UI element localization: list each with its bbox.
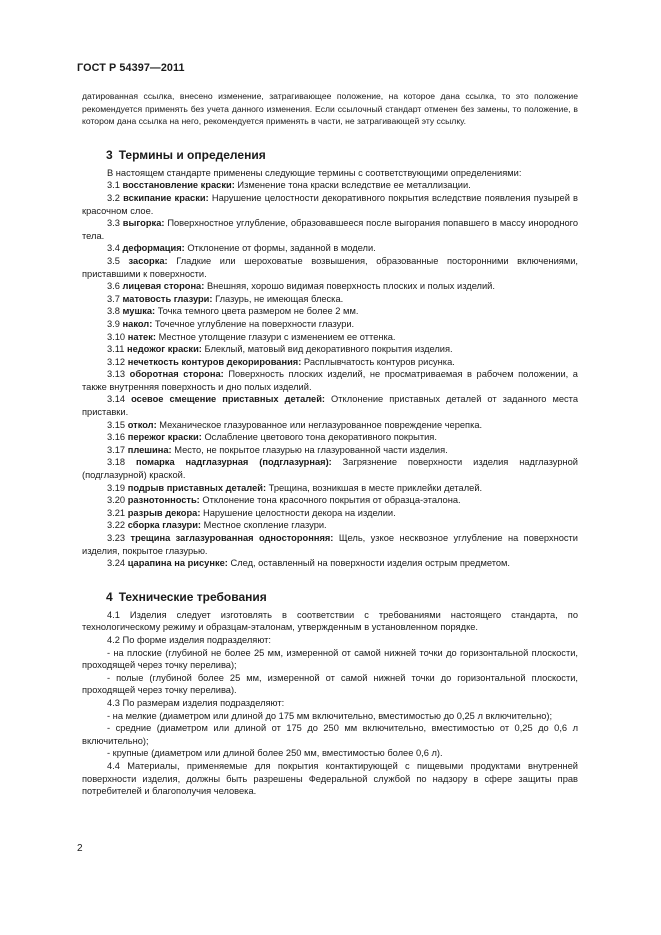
term-number: 3.16 (107, 432, 126, 443)
term-number: 3.18 (107, 457, 126, 468)
term-entry (82, 305, 578, 318)
term-entry (82, 356, 578, 369)
intro-paragraph: датированная ссылка, внесено изменение, затрагивающее положение, на которое дана ссылка, то это положение рекомендуется применять без учета данного изменения. Если ссылочный стандарт отменен без замены, то положение, в котором дана ссылка на него, рекомендуется применять в части, не затрагивающей эту ссылку. (82, 91, 578, 127)
term-definition: Нарушение целостности декора на изделии. (203, 507, 396, 518)
requirement-paragraph: - средние (диаметром или длиной от 175 до 250 мм включительно, вместимостью от 0,25 до 0,6 л включительно); (82, 723, 578, 746)
terms-list (82, 179, 578, 569)
term-name: накол: (122, 318, 153, 329)
term-entry (82, 331, 578, 344)
term-definition: Трещина, возникшая в месте приклейки деталей. (268, 482, 483, 493)
term-entry (82, 242, 578, 255)
term-name: мушка: (122, 306, 156, 317)
term-name: подрыв приставных деталей: (127, 482, 267, 493)
term-entry (82, 393, 578, 418)
term-number: 3.20 (107, 495, 126, 506)
term-definition: Местное утолщение глазури с изменением ее оттенка. (158, 331, 396, 342)
term-name: оборотная сторона: (129, 369, 224, 380)
section-4-body (82, 609, 578, 798)
term-name: вскипание краски: (123, 192, 209, 203)
term-number: 3.19 (107, 482, 126, 493)
section-3-title: Термины и определения (118, 147, 266, 162)
term-entry (82, 280, 578, 293)
section-4-heading (82, 590, 578, 604)
term-definition: Точечное углубление на поверхности глазури. (154, 318, 355, 329)
term-definition: Загрязнение поверхности изделия надглазурной (подглазурной) краской. (82, 457, 578, 481)
section-4-number: 4 (106, 589, 113, 604)
requirement-paragraph: 4.3 По размерам изделия подразделяют: (107, 697, 285, 708)
term-name: плешина: (127, 444, 172, 455)
term-name: деформация: (122, 243, 185, 254)
term-name: царапина на рисунке: (127, 558, 228, 569)
term-definition: Гладкие или шероховатые возвышения, образованные посторонними включениями, приставшими к поверхности. (82, 255, 578, 279)
term-definition: Глазурь, не имеющая блеска. (215, 293, 344, 304)
term-name: восстановление краски: (122, 180, 235, 191)
term-number: 3.21 (107, 507, 126, 518)
term-number: 3.17 (107, 444, 126, 455)
term-entry (82, 343, 578, 356)
term-entry (82, 456, 578, 481)
term-name: разнотонность: (127, 495, 200, 506)
term-entry (82, 532, 578, 557)
term-entry (82, 293, 578, 306)
requirement-paragraph: 4.4 Материалы, применяемые для покрытия контактирующей с пищевыми продуктами внутренней поверхности изделия, должны быть разрешены Федеральной службой по надзору в сфере защиты прав потребителей и благополучия человека. (82, 760, 578, 797)
term-number: 3.1 (107, 180, 120, 191)
term-entry (82, 519, 578, 532)
page-number: 2 (77, 843, 83, 854)
term-number: 3.11 (107, 344, 125, 355)
term-number: 3.3 (107, 218, 120, 229)
requirement-paragraph: - на плоские (глубиной не более 25 мм, измеренной от самой нижней точки до горизонтальной плоскости, проходящей через точку перелива); (82, 647, 578, 671)
requirement-paragraph: - полые (глубиной более 25 мм, измеренной от самой нижней точки до горизонтальной плоскости, проходящей через точку перелива). (82, 672, 578, 696)
term-name: откол: (127, 419, 157, 430)
document-header: ГОСТ Р 54397—2011 (77, 62, 185, 74)
term-number: 3.23 (107, 533, 126, 543)
term-definition: Отклонение от формы, заданной в модели. (187, 243, 376, 254)
term-definition: Поверхность плоских изделий, не просматриваемая в рабочем положении, а также внутренняя поверхность и дно полых изделий. (82, 369, 578, 392)
term-name: натек: (127, 331, 156, 342)
term-entry (82, 557, 578, 570)
term-entry (82, 419, 578, 432)
term-name: лицевая сторона: (122, 281, 205, 292)
page-body (82, 90, 578, 798)
term-definition: Расплывчатость контуров рисунка. (303, 356, 455, 367)
term-definition: Блеклый, матовый вид декоративного покрытия изделия. (204, 344, 453, 355)
term-definition: Точка темного цвета размером не более 2 мм. (157, 306, 359, 317)
term-definition: Щель, узкое несквозное углубление на поверхности изделия, покрытое глазурью. (82, 533, 578, 556)
term-name: выгорка: (122, 218, 165, 229)
term-entry (82, 217, 578, 242)
term-number: 3.7 (107, 293, 120, 304)
term-definition: Внешняя, хорошо видимая поверхность плоских и полых изделий. (206, 281, 495, 292)
term-entry (82, 482, 578, 495)
term-entry (82, 179, 578, 192)
term-name: сборка глазури: (127, 520, 202, 531)
term-name: засорка: (128, 255, 168, 266)
requirement-paragraph: - крупные (диаметром или длиной более 250 мм, вместимостью более 0,6 л). (107, 748, 443, 759)
requirement-paragraph: 4.2 По форме изделия подразделяют: (107, 634, 271, 645)
term-number: 3.4 (107, 243, 120, 254)
term-definition: Поверхностное углубление, образовавшееся после выгорания попавшего в массу инородного тела. (82, 218, 578, 241)
term-definition: Механическое глазурованное или неглазурованное повреждение черепка. (159, 419, 483, 430)
term-entry (82, 444, 578, 457)
section-3-intro: В настоящем стандарте применены следующие термины с соответствующими определениями: (107, 167, 522, 178)
term-definition: Изменение тона краски вследствие ее металлизации. (237, 180, 471, 191)
term-definition: След, оставленный на поверхности изделия острым предметом. (230, 558, 510, 569)
term-entry (82, 318, 578, 331)
term-number: 3.14 (107, 394, 126, 405)
section-3-number: 3 (106, 147, 113, 162)
term-entry (82, 507, 578, 520)
term-name: матовость глазури: (122, 293, 213, 304)
term-definition: Отклонение тона красочного покрытия от образца-эталона. (202, 495, 461, 506)
term-number: 3.2 (107, 192, 120, 203)
term-entry (82, 431, 578, 444)
term-number: 3.9 (107, 318, 120, 329)
term-definition: Место, не покрытое глазурью на глазурованной части изделия. (174, 444, 448, 455)
term-definition: Отклонение приставных деталей от заданного места приставки. (82, 394, 578, 418)
term-entry (82, 255, 578, 280)
term-name: помарка надглазурная (подглазурная): (136, 457, 332, 468)
term-entry (82, 192, 578, 217)
term-name: трещина заглазурованная односторонняя: (130, 533, 334, 543)
requirement-paragraph: - на мелкие (диаметром или длиной до 175 мм включительно, вместимостью до 0,25 л включительно); (107, 710, 553, 721)
term-number: 3.13 (107, 369, 126, 380)
term-name: осевое смещение приставных деталей: (131, 394, 326, 405)
term-number: 3.15 (107, 419, 126, 430)
term-definition: Местное скопление глазури. (203, 520, 327, 531)
term-definition: Ослабление цветового тона декоративного покрытия. (204, 432, 437, 443)
term-name: разрыв декора: (127, 507, 201, 518)
section-3-heading (82, 148, 578, 162)
section-4-title: Технические требования (118, 589, 267, 604)
term-name: нечеткость контуров декорирования: (127, 356, 302, 367)
term-entry (82, 494, 578, 507)
term-name: пережог краски: (127, 432, 202, 443)
term-number: 3.24 (107, 558, 126, 569)
term-name: недожог краски: (127, 344, 202, 355)
term-number: 3.12 (107, 356, 126, 367)
term-number: 3.8 (107, 306, 120, 317)
term-definition: Нарушение целостности декоративного покрытия вследствие появления пузырей в красочном слое. (82, 192, 578, 216)
requirement-paragraph: 4.1 Изделия следует изготовлять в соответствии с требованиями настоящего стандарта, по технологическому режиму и образцам-эталонам, утвержденным в установленном порядке. (82, 609, 578, 633)
term-number: 3.6 (107, 281, 120, 292)
term-number: 3.22 (107, 520, 126, 531)
term-entry (82, 368, 578, 393)
term-number: 3.10 (107, 331, 126, 342)
term-number: 3.5 (107, 255, 120, 266)
